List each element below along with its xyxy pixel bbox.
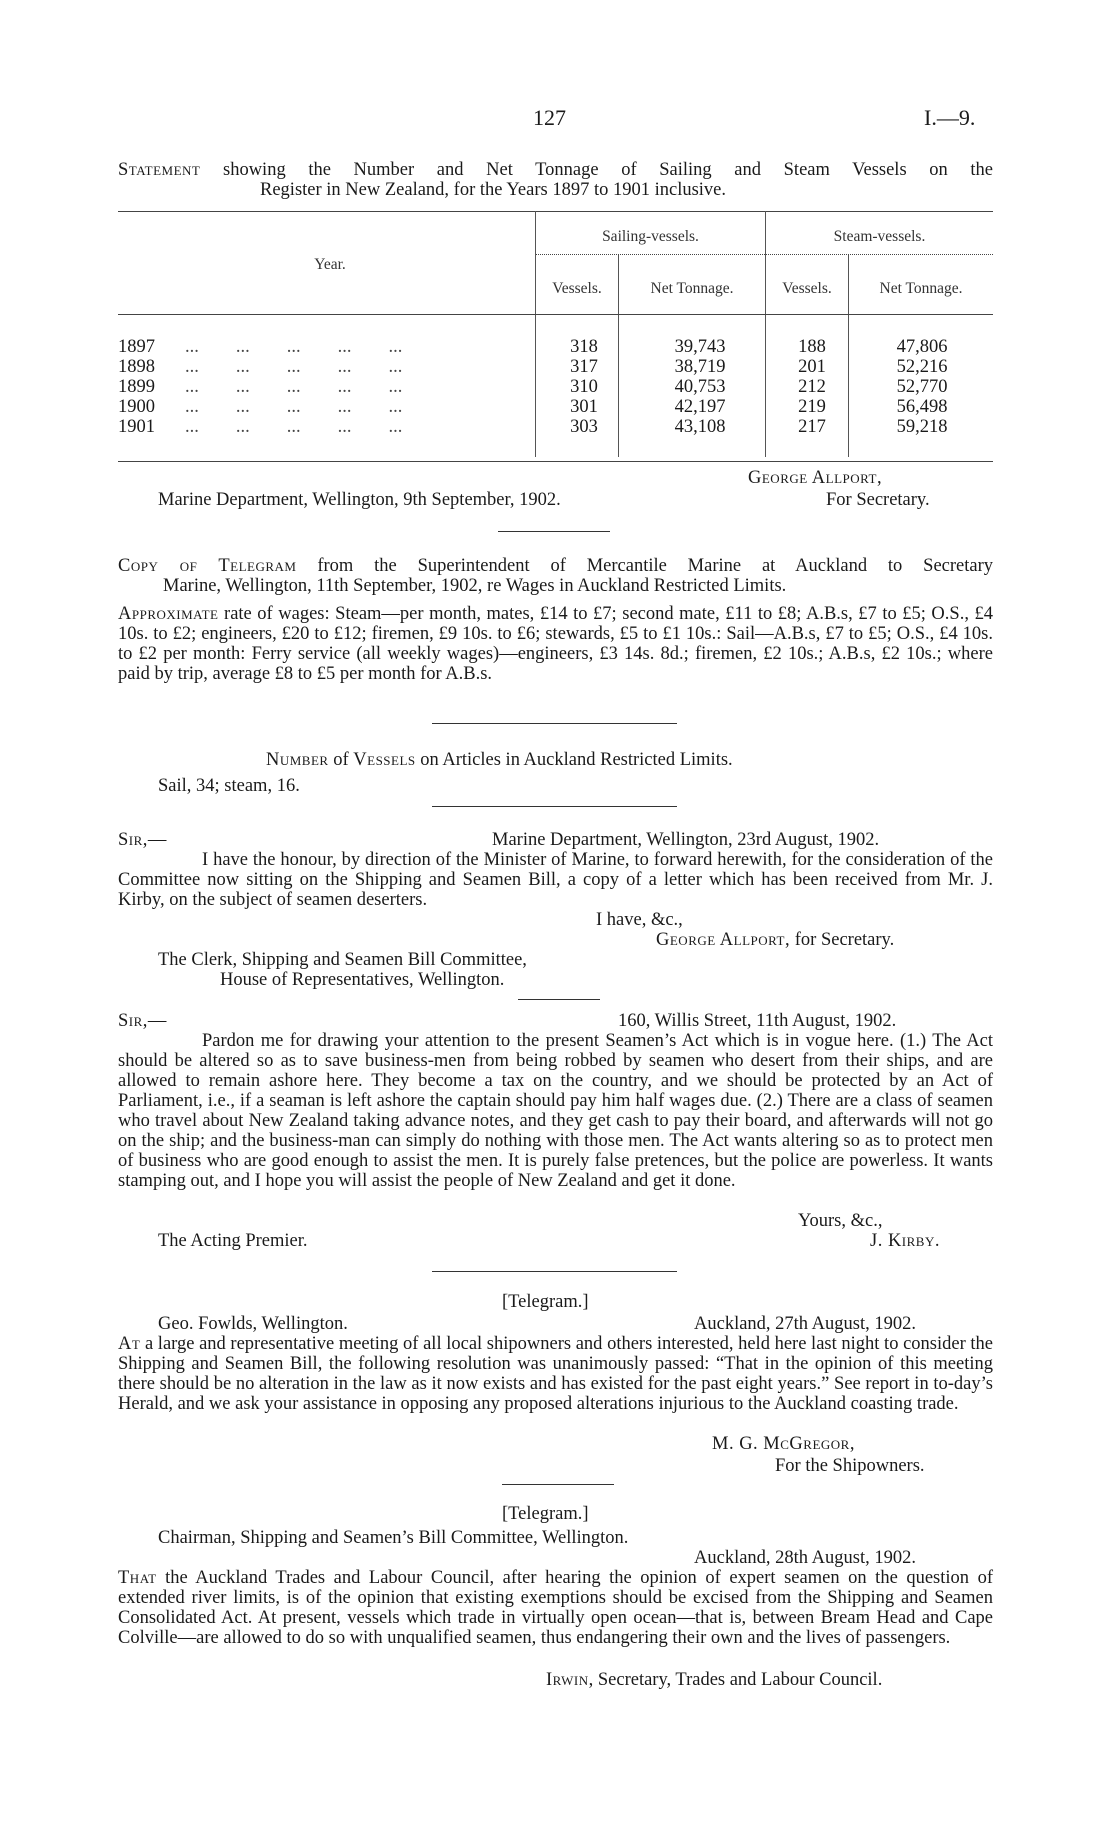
row-steam-vessels: 201	[798, 357, 826, 377]
table-group-rule	[536, 254, 993, 255]
row-steam-tonnage: 47,806	[896, 337, 948, 357]
table-bottom-rule	[118, 461, 993, 462]
telegram2-signature: Irwin, Secretary, Trades and Labour Council.	[546, 1670, 883, 1690]
row-dots: ... ... ... ... ...	[185, 337, 403, 357]
section-divider	[432, 723, 677, 724]
row-year: 1900	[118, 397, 155, 417]
statement-dateline: Marine Department, Wellington, 9th September, 1902.	[158, 490, 561, 510]
table-divider-group	[765, 211, 766, 457]
letter1-closing: I have, &c.,	[596, 910, 683, 930]
letter2-closing: Yours, &c.,	[798, 1211, 883, 1231]
row-sail-vessels: 303	[570, 417, 598, 437]
telegram1-to: Geo. Fowlds, Wellington.	[158, 1314, 348, 1334]
row-sail-vessels: 318	[570, 337, 598, 357]
row-dots: ... ... ... ... ...	[185, 397, 403, 417]
page-number: 127	[533, 105, 566, 130]
table-header-rule	[118, 314, 993, 315]
section-divider	[518, 999, 600, 1000]
row-dots: ... ... ... ... ...	[185, 357, 403, 377]
row-dots: ... ... ... ... ...	[185, 377, 403, 397]
vessels-counts: Sail, 34; steam, 16.	[158, 776, 300, 796]
telegram2-dateline: Auckland, 28th August, 1902.	[694, 1548, 916, 1568]
row-steam-tonnage: 52,216	[896, 357, 948, 377]
vessels-heading: Number of Vessels on Articles in Auckland Restricted Limits.	[266, 750, 733, 770]
row-steam-vessels: 219	[798, 397, 826, 417]
row-sail-tonnage: 43,108	[674, 417, 726, 437]
letter2-salutation: Sir,—	[118, 1011, 167, 1031]
row-year: 1898	[118, 357, 155, 377]
statement-signature-role: For Secretary.	[826, 490, 930, 510]
telegram1-body: At a large and representative meeting of all local shipowners and others interested, held here last night to consider the Shipping and Seamen Bill, the following resolution was unanimously passed: “That in the opinion of this meeting there should be no alteration in the law as it now exists and has existed for the past eight years.” See report in to-day’s Herald, and we ask your assistance in opposing any proposed alterations injurious to the Auckland coasting trade.	[118, 1334, 993, 1414]
row-year: 1901	[118, 417, 155, 437]
letter2-addressee: The Acting Premier.	[158, 1231, 308, 1251]
telegram2-to: Chairman, Shipping and Seamen’s Bill Committee, Wellington.	[158, 1528, 629, 1548]
statement-title	[118, 160, 993, 180]
page-reference: I.—9.	[924, 105, 976, 130]
row-sail-vessels: 310	[570, 377, 598, 397]
section-divider	[502, 1484, 614, 1485]
telegram1-dateline: Auckland, 27th August, 1902.	[694, 1314, 916, 1334]
row-steam-tonnage: 56,498	[896, 397, 948, 417]
header-sail-vessels: Vessels.	[552, 280, 602, 297]
row-steam-vessels: 217	[798, 417, 826, 437]
header-year: Year.	[314, 256, 346, 273]
header-sailing: Sailing-vessels.	[602, 228, 699, 245]
telegram-copy-title-line2: Marine, Wellington, 11th September, 1902, re Wages in Auckland Restricted Limits.	[163, 576, 787, 596]
telegram1-signature-role: For the Shipowners.	[775, 1456, 925, 1476]
letter1-addressee-line1: The Clerk, Shipping and Seamen Bill Committee,	[158, 950, 527, 970]
row-sail-tonnage: 39,743	[674, 337, 726, 357]
wages-paragraph: Approximate rate of wages: Steam—per month, mates, £14 to £7; second mate, £11 to £8; A.B.s, £7 to £5; O.S., £4 10s. to £2; engineers, £20 to £12; firemen, £9 10s. to £6; stewards, £5 to £1 10s.: Sail—A.B.s, £7 to £5; O.S., £4 10s. to £2 per month: Ferry service (all weekly wages)—engineers, £3 14s. 8d.; firemen, £2 10s.; A.B.s, £2 10s.; where paid by trip, average £8 to £5 per month for A.B.s.	[118, 604, 993, 684]
letter1-addressee-line2: House of Representatives, Wellington.	[220, 970, 505, 990]
letter1-dateline: Marine Department, Wellington, 23rd August, 1902.	[492, 830, 880, 850]
telegram-copy-title: Copy of Telegram from the Superintendent of Mercantile Marine at Auckland to Secretary	[118, 556, 994, 576]
header-sail-tonnage: Net Tonnage.	[650, 280, 734, 297]
letter2-dateline: 160, Willis Street, 11th August, 1902.	[618, 1011, 897, 1031]
row-sail-tonnage: 42,197	[674, 397, 726, 417]
statement-title-lead: Statement	[118, 160, 201, 180]
header-steam-vessels: Vessels.	[782, 280, 832, 297]
row-steam-vessels: 188	[798, 337, 826, 357]
row-dots: ... ... ... ... ...	[185, 417, 403, 437]
letter1-salutation: Sir,—	[118, 830, 167, 850]
letter2-body: Pardon me for drawing your attention to the present Seamen’s Act which is in vogue here. (1.) The Act should be altered so as to save business-men from being robbed by seamen who desert from their ships, and are allowed to remain ashore here. They become a tax on the country, and we should be protected by an Act of Parliament, i.e., if a seaman is left ashore the captain should pay him half wages due. (2.) There are a class of seamen who travel about New Zealand taking advance notes, and they get cash to pay their board, and afterwards will not go on the ship; and the business-man can simply do nothing with those men. The Act wants altering so as to protect men of business who are good enough to assist the men. It is purely false pretences, but the police are powerless. It wants stamping out, and I hope you will assist the people of New Zealand and get it done.	[118, 1031, 993, 1191]
telegram2-body: That the Auckland Trades and Labour Council, after hearing the opinion of expert seamen on the question of extended river limits, is of the opinion that existing exemptions should be excised from the Shipping and Seamen Consolidated Act. At present, vessels which trade in virtually open ocean—that is, between Bream Head and Cape Colville—are allowed to do so with unqualified seamen, thus endangering their own and the lives of passengers.	[118, 1568, 993, 1648]
telegram1-label: [Telegram.]	[502, 1292, 589, 1312]
letter1-body: I have the honour, by direction of the Minister of Marine, to forward herewith, for the consideration of the Committee now sitting on the Shipping and Seamen Bill, a copy of a letter which has been received from Mr. J. Kirby, on the subject of seamen deserters.	[118, 850, 993, 910]
row-sail-vessels: 317	[570, 357, 598, 377]
table-top-rule	[118, 211, 993, 212]
row-steam-tonnage: 52,770	[896, 377, 948, 397]
statement-signature-name: George Allport,	[748, 468, 883, 488]
telegram1-signature-name: M. G. McGregor,	[712, 1434, 855, 1454]
row-year: 1897	[118, 337, 155, 357]
section-divider	[432, 1271, 677, 1272]
row-sail-tonnage: 38,719	[674, 357, 726, 377]
row-sail-tonnage: 40,753	[674, 377, 726, 397]
telegram2-label: [Telegram.]	[502, 1504, 589, 1524]
row-year: 1899	[118, 377, 155, 397]
letter2-signature: J. Kirby.	[870, 1231, 940, 1251]
table-divider-year	[535, 211, 536, 457]
letter1-signature: George Allport, for Secretary.	[656, 930, 895, 950]
section-divider	[498, 531, 610, 532]
row-steam-tonnage: 59,218	[896, 417, 948, 437]
statement-title-line1: showing the Number and Net Tonnage of Sailing and Steam Vessels on the	[223, 160, 994, 180]
header-steam: Steam-vessels.	[833, 228, 926, 245]
statement-title-line2: Register in New Zealand, for the Years 1897 to 1901 inclusive.	[260, 180, 727, 200]
row-steam-vessels: 212	[798, 377, 826, 397]
row-sail-vessels: 301	[570, 397, 598, 417]
header-steam-tonnage: Net Tonnage.	[879, 280, 963, 297]
section-divider	[432, 806, 677, 807]
